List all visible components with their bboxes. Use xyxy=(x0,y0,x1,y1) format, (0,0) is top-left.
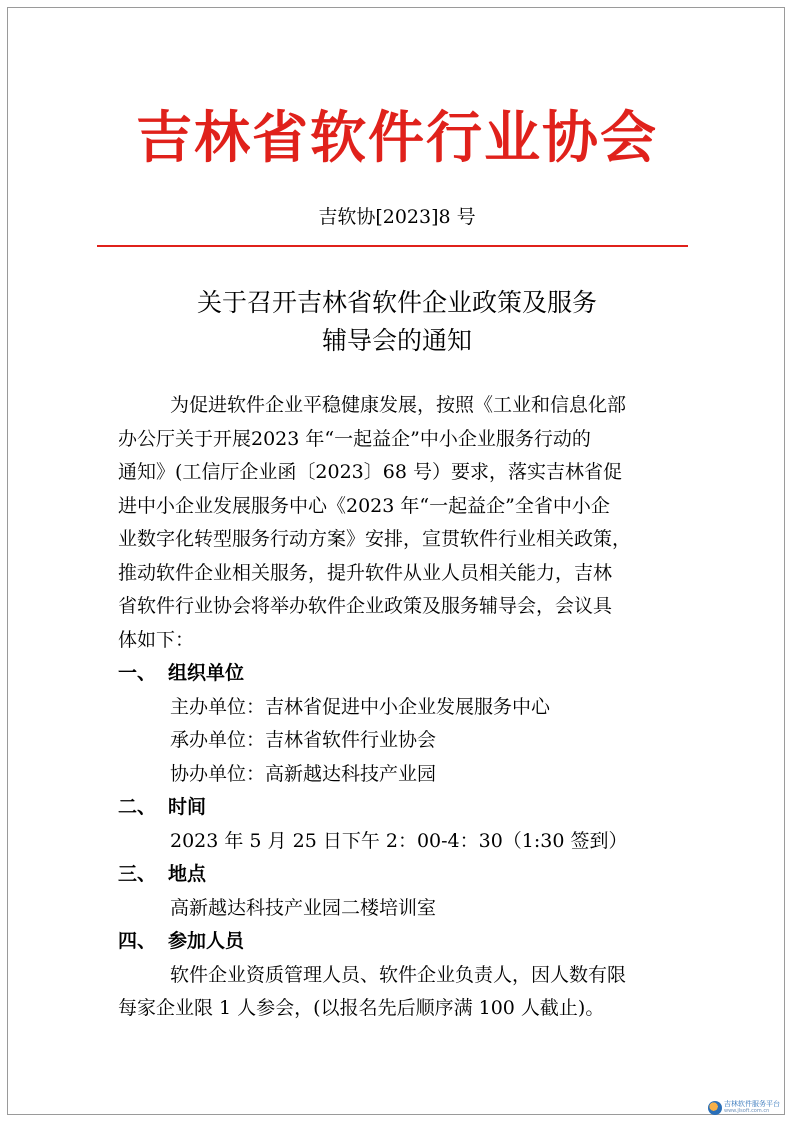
section-number: 二、 xyxy=(118,796,157,818)
intro-line-8: 体如下： xyxy=(118,629,195,651)
notice-title-line-1: 关于召开吉林省软件企业政策及服务 xyxy=(196,288,597,317)
section-title: 参加人员 xyxy=(168,930,245,952)
intro-line-4: 进中小企业发展服务中心《2023 年“一起益企”全省中小企 xyxy=(118,495,610,517)
section-title: 时间 xyxy=(168,796,207,818)
meeting-location: 高新越达科技产业园二楼培训室 xyxy=(170,897,437,919)
watermark-text: 吉林软件服务平台 xyxy=(724,1100,780,1108)
red-divider xyxy=(97,245,688,247)
organizer-unit: 承办单位：吉林省软件行业协会 xyxy=(170,729,437,751)
section-heading-organizers xyxy=(118,658,244,688)
co-organizer-unit: 协办单位：高新越达科技产业园 xyxy=(170,763,437,785)
watermark-logo xyxy=(708,1099,788,1119)
section-title: 组织单位 xyxy=(168,662,245,684)
intro-line-2: 办公厅关于开展2023 年“一起益企”中小企业服务行动的 xyxy=(118,428,591,450)
section-heading-attendees xyxy=(118,926,244,956)
notice-title xyxy=(0,284,794,360)
attendees-line-2: 每家企业限 1 人参会，(以报名先后顺序满 100 人截止)。 xyxy=(118,997,605,1019)
org-title: 吉林省软件行业协会 xyxy=(136,105,658,171)
watermark-url: www.jlsoft.com.cn xyxy=(724,1108,770,1114)
intro-line-6: 推动软件企业相关服务，提升软件从业人员相关能力，吉林 xyxy=(118,562,613,584)
section-heading-time xyxy=(118,792,206,822)
intro-line-5: 业数字化转型服务行动方案》安排，宣贯软件行业相关政策， xyxy=(118,528,632,550)
notice-title-line-2: 辅导会的通知 xyxy=(321,326,472,355)
intro-line-1: 为促进软件企业平稳健康发展，按照《工业和信息化部 xyxy=(170,394,627,416)
section-number: 四、 xyxy=(118,930,157,952)
globe-icon xyxy=(708,1101,722,1115)
document-number: 吉软协[2023]8 号 xyxy=(318,206,476,228)
intro-line-3: 通知》(工信厅企业函〔2023〕68 号）要求，落实吉林省促 xyxy=(118,461,622,483)
section-number: 一、 xyxy=(118,662,157,684)
intro-line-7: 省软件行业协会将举办软件企业政策及服务辅导会，会议具 xyxy=(118,595,613,617)
host-unit: 主办单位：吉林省促进中小企业发展服务中心 xyxy=(170,696,551,718)
meeting-time: 2023 年 5 月 25 日下午 2：00-4：30（1:30 签到） xyxy=(170,830,628,852)
section-heading-location xyxy=(118,859,206,889)
section-title: 地点 xyxy=(168,863,207,885)
section-number: 三、 xyxy=(118,863,157,885)
attendees-line-1: 软件企业资质管理人员、软件企业负责人，因人数有限 xyxy=(170,964,627,986)
